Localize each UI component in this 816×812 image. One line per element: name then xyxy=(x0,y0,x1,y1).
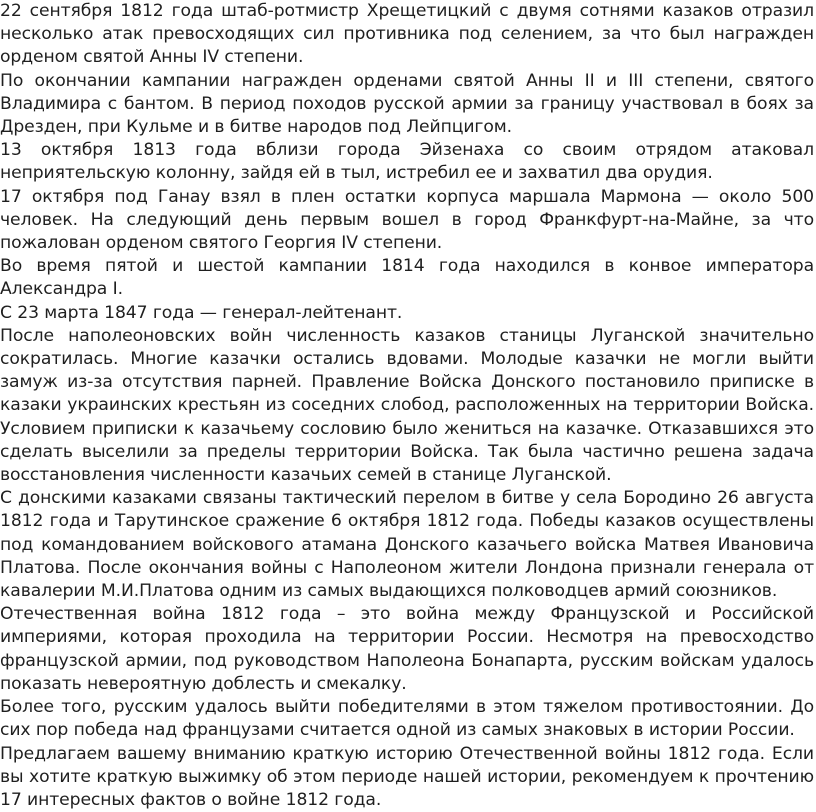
paragraph-10: Более того, русским удалось выйти победителями в этом тяжелом противостоянии. До сих пор победа над французами считается одной из самых знаковых в истории России. xyxy=(0,696,814,742)
paragraph-1: 22 сентября 1812 года штаб-ротмистр Хрещетицкий с двумя сотнями казаков отразил несколько атак превосходящих сил противника под селением, за что был награжден орденом святой Анны IV степени. xyxy=(0,0,814,70)
paragraph-8: С донскими казаками связаны тактический перелом в битве у села Бородино 26 августа 1812 года и Тарутинское сражение 6 октября 1812 года. Победы казаков осуществлены под командованием войскового атамана Донского казачьего войска Матвея Ивановича Платова. После окончания войны с Наполеоном жители Лондона признали генерала от кавалерии М.И.Платова одним из самых выдающихся полководцев армий союзников. xyxy=(0,487,814,603)
paragraph-3: 13 октября 1813 года вблизи города Эйзенаха со своим отрядом атаковал неприятельскую колонну, зайдя ей в тыл, истребил ее и захватил два орудия. xyxy=(0,139,814,185)
paragraph-9: Отечественная война 1812 года – это война между Французской и Российской империями, которая проходила на территории России. Несмотря на превосходство французской армии, под руководством Наполеона Бонапарта, русским войскам удалось показать невероятную доблесть и смекалку. xyxy=(0,603,814,696)
paragraph-2: По окончании кампании награжден орденами святой Анны II и III степени, святого Владимира с бантом. В период походов русской армии за границу участвовал в боях за Дрезден, при Кульме и в битве народов под Лейпцигом. xyxy=(0,70,814,140)
paragraph-5: Во время пятой и шестой кампании 1814 года находился в конвое императора Александра I. xyxy=(0,255,814,301)
paragraph-4: 17 октября под Ганау взял в плен остатки корпуса маршала Мармона — около 500 человек. На следующий день первым вошел в город Франкфурт-на-Майне, за что пожалован орденом святого Георгия IV степени. xyxy=(0,186,814,256)
paragraph-11: Предлагаем вашему вниманию краткую историю Отечественной войны 1812 года. Если вы хотите краткую выжимку об этом периоде нашей истории, рекомендуем к прочтению 17 интересных фактов о войне 1812 года. xyxy=(0,743,814,812)
paragraph-6: С 23 марта 1847 года — генерал-лейтенант. xyxy=(0,302,814,325)
paragraph-7: После наполеоновских войн численность казаков станицы Луганской значительно сократилась. Многие казачки остались вдовами. Молодые казачки не могли выйти замуж из-за отсутствия парней. Правление Войска Донского постановило приписке в казаки украинских крестьян из соседних слобод, расположенных на территории Войска. Условием приписки к казачьему сословию было жениться на казачке. Отказавшихся это сделать выселили за пределы территории Войска. Так была частично решена задача восстановления численности казачьих семей в станице Луганской. xyxy=(0,325,814,487)
